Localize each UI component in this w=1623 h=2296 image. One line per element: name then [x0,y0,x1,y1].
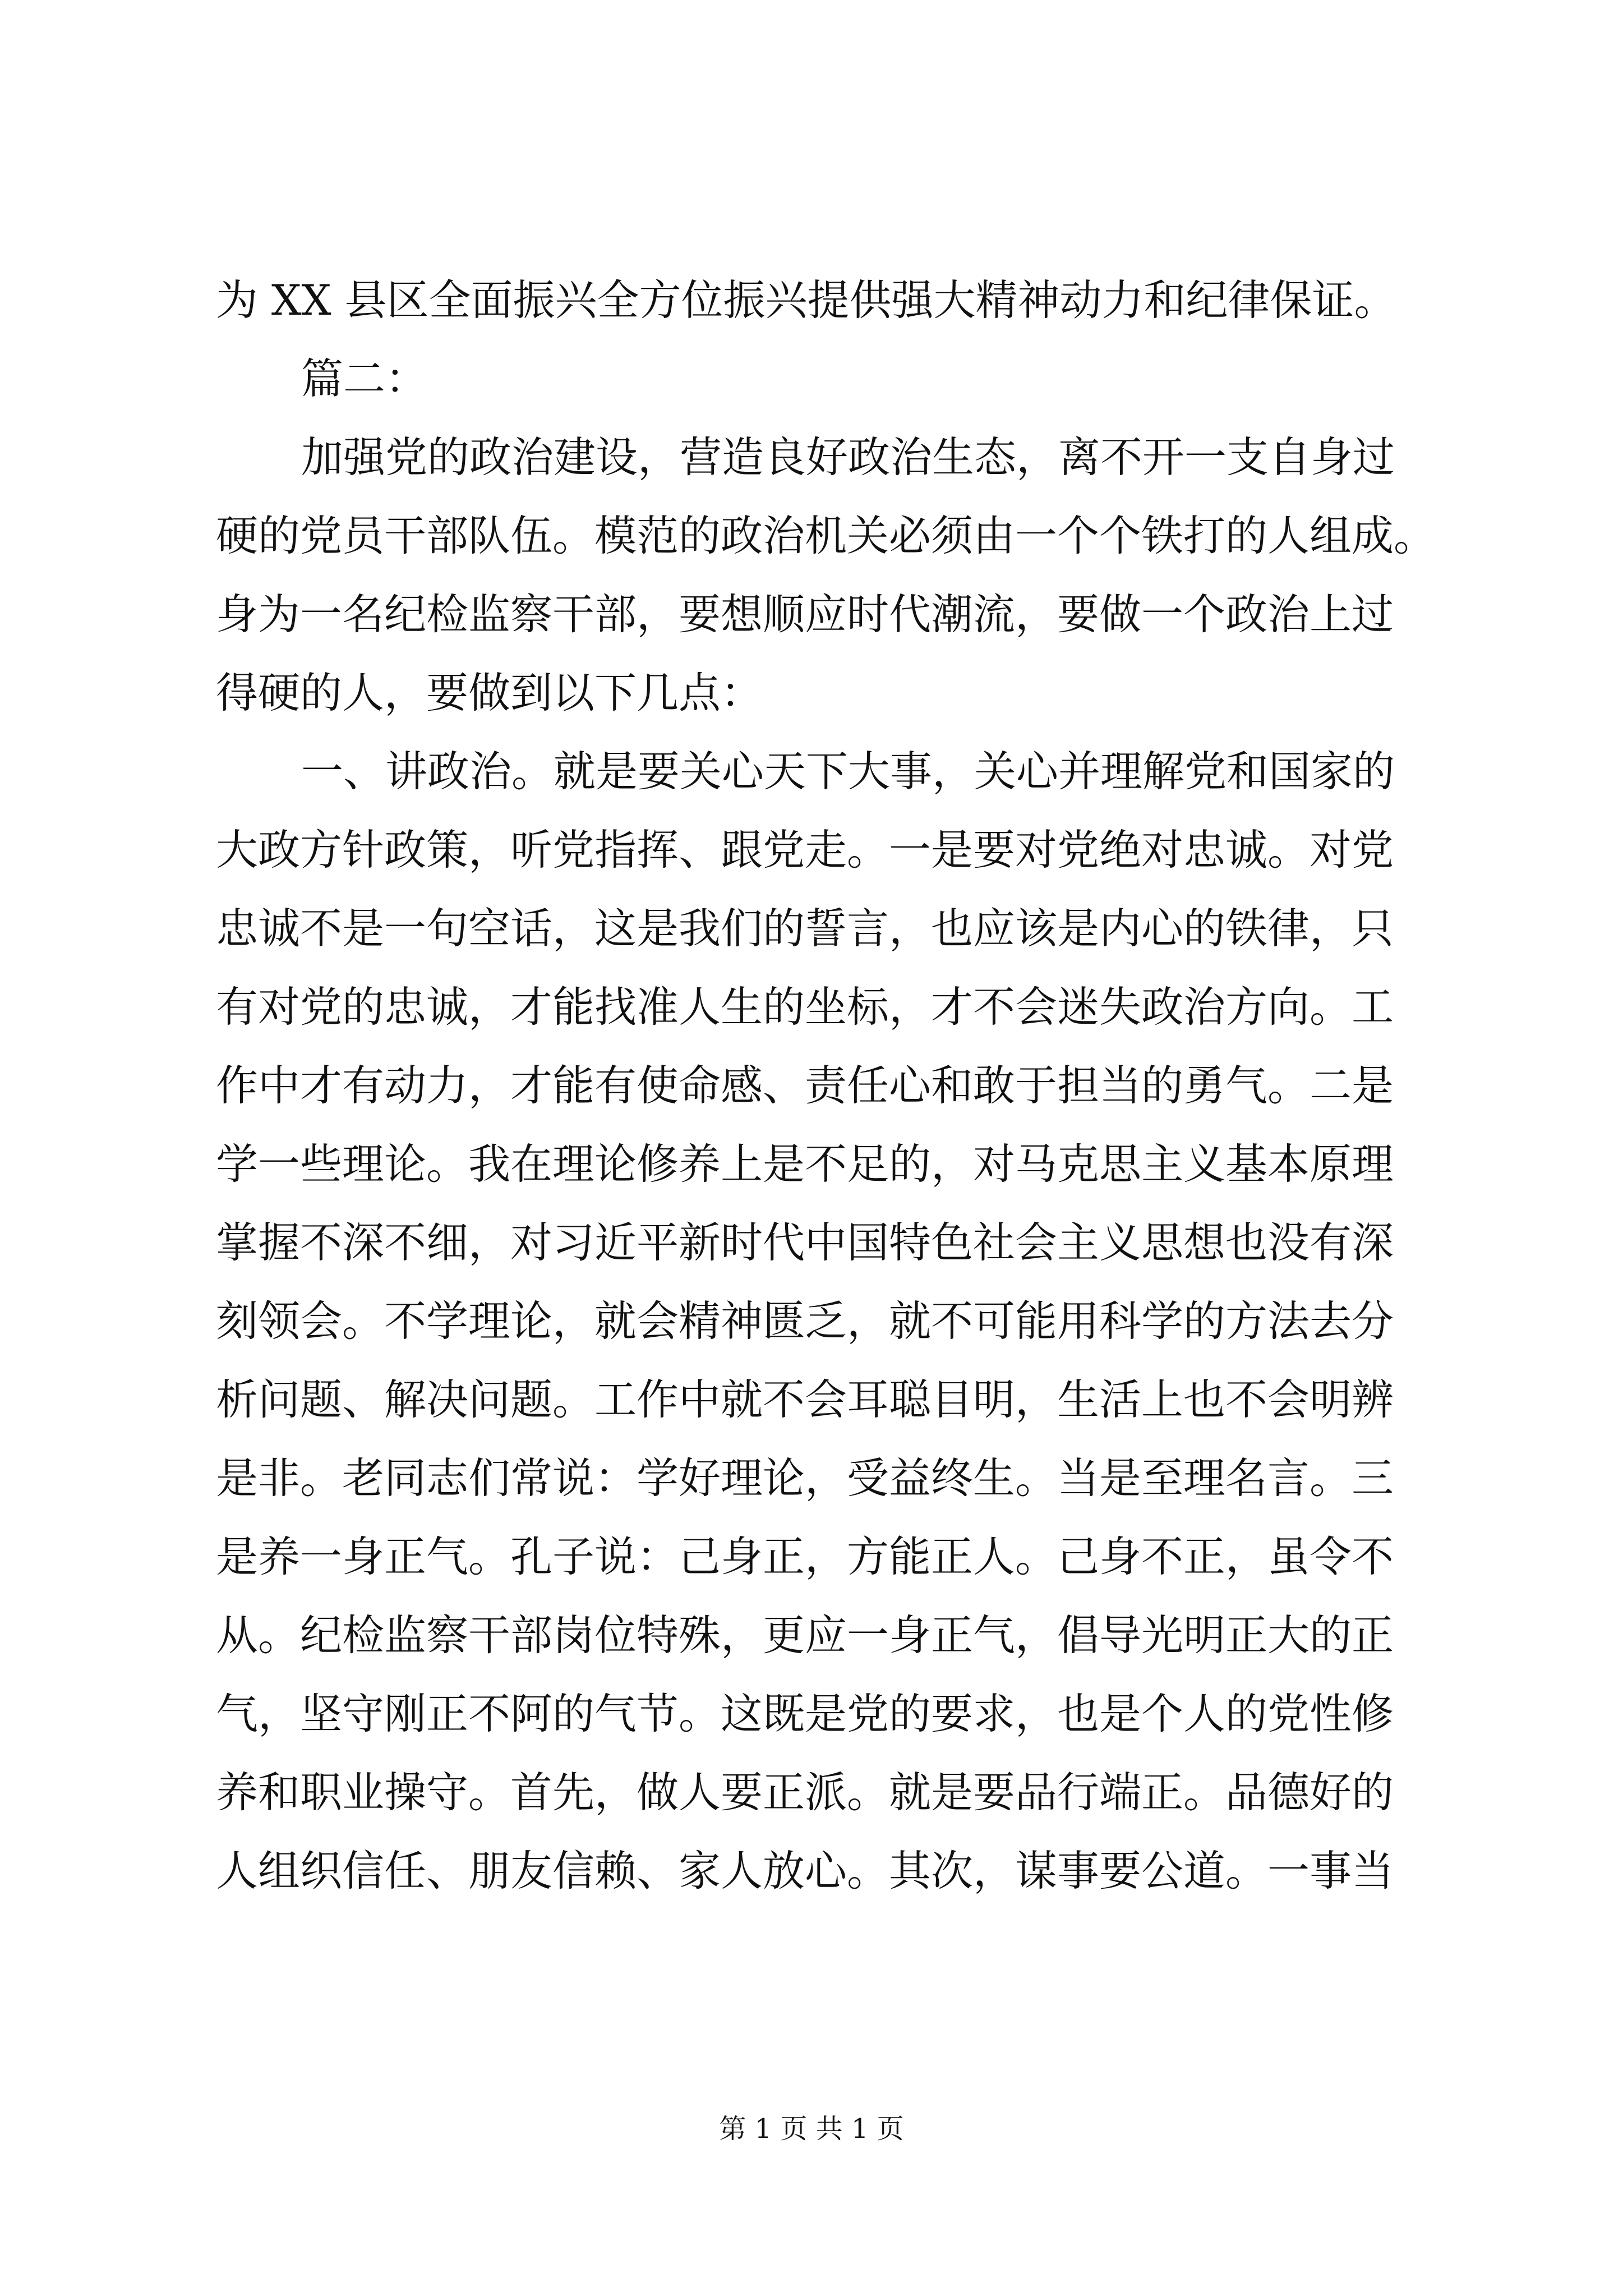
text-line: 刻领会。不学理论，就会精神匮乏，就不可能用科学的方法去分 [216,1296,1394,1346]
text-line: 气，坚守刚正不阿的气节。这既是党的要求，也是个人的党性修 [216,1689,1394,1738]
section-heading: 篇二： [301,354,428,403]
text-line: 人组织信任、朋友信赖、家人放心。其次，谋事要公道。一事当 [216,1846,1394,1895]
text-line: 学一些理论。我在理论修养上是不足的，对马克思主义基本原理 [216,1139,1394,1189]
text-line: 得硬的人，要做到以下几点： [216,668,763,717]
text-line: 掌握不深不细，对习近平新时代中国特色社会主义思想也没有深 [216,1218,1394,1267]
text-line: 加强党的政治建设，营造良好政治生态，离不开一支自身过 [301,432,1395,482]
text-line: 是非。老同志们常说：学好理论，受益终生。当是至理名言。三 [216,1453,1394,1503]
text-line: 养和职业操守。首先，做人要正派。就是要品行端正。品德好的 [216,1768,1394,1817]
text-line: 作中才有动力，才能有使命感、责任心和敢于担当的勇气。二是 [216,1061,1394,1110]
text-line: 忠诚不是一句空话，这是我们的誓言，也应该是内心的铁律，只 [216,904,1394,953]
text-line: 身为一名纪检监察干部，要想顺应时代潮流，要做一个政治上过 [216,590,1394,639]
text-line: 从。纪检监察干部岗位特殊，更应一身正气，倡导光明正大的正 [216,1611,1394,1660]
page-footer: 第 1 页 共 1 页 [719,2113,904,2145]
text-line: 为 XX 县区全面振兴全方位振兴提供强大精神动力和纪律保证。 [216,275,1396,325]
text-line: 析问题、解决问题。工作中就不会耳聪目明，生活上也不会明辨 [216,1375,1394,1424]
text-line: 硬的党员干部队伍。模范的政治机关必须由一个个铁打的人组成。 [216,511,1436,560]
text-line: 一、讲政治。就是要关心天下大事，关心并理解党和国家的 [301,747,1395,796]
text-line: 是养一身正气。孔子说：己身正，方能正人。己身不正，虽令不 [216,1532,1394,1581]
text-line: 大政方针政策，听党指挥、跟党走。一是要对党绝对忠诚。对党 [216,825,1394,875]
text-line: 有对党的忠诚，才能找准人生的坐标，才不会迷失政治方向。工 [216,982,1394,1032]
